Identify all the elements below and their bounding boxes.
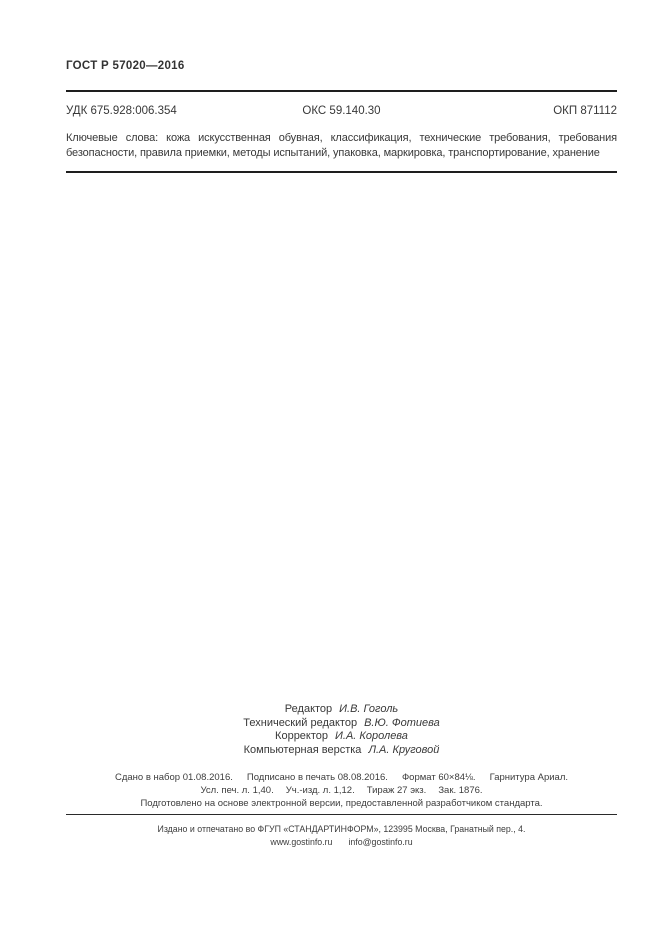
publisher-email: info@gostinfo.ru <box>348 837 413 847</box>
imprint-segment: Подписано в печать 08.08.2016. <box>246 772 388 783</box>
classification-row <box>66 105 617 118</box>
imprint-block <box>66 771 617 810</box>
credits-block <box>66 703 617 757</box>
credit-role: Редактор <box>284 703 333 715</box>
credit-name: Л.А. Круговой <box>368 743 440 756</box>
credit-role: Корректор <box>275 730 329 742</box>
imprint-line-1 <box>66 771 617 784</box>
header-rule <box>66 90 617 92</box>
imprint-note: Подготовлено на основе электронной версии, предоставленной разработчиком стандарта. <box>140 798 543 809</box>
credit-row-technical-editor <box>66 717 617 731</box>
publisher-block <box>66 823 617 849</box>
keywords-rule <box>66 171 617 173</box>
imprint-segment: Гарнитура Ариал. <box>489 772 569 783</box>
publisher-contacts <box>66 836 617 849</box>
okp-code: ОКП 871112 <box>553 105 618 117</box>
imprint-segment: Усл. печ. л. 1,40. <box>200 785 274 796</box>
imprint-line-2 <box>66 784 617 797</box>
keywords-paragraph: Ключевые слова: кожа искусственная обувная, классификация, технические требования, требования безопасности, правила приемки, методы испытаний, упаковка, маркировка, транспортирование, хранение <box>66 132 617 159</box>
footer-rule <box>66 814 617 815</box>
credit-row-editor <box>66 703 617 717</box>
colophon-block <box>66 703 617 849</box>
udk-code: УДК 675.928:006.354 <box>66 105 177 117</box>
publisher-address: Издано и отпечатано во ФГУП «СТАНДАРТИНФОРМ», 123995 Москва, Гранатный пер., 4. <box>157 824 526 834</box>
imprint-segment: Формат 60×84⅛. <box>401 772 476 783</box>
imprint-segment: Зак. 1876. <box>438 785 483 796</box>
standard-number: ГОСТ Р 57020—2016 <box>66 60 185 72</box>
imprint-segment: Сдано в набор 01.08.2016. <box>114 772 233 783</box>
credit-role: Компьютерная верстка <box>243 743 362 756</box>
credit-name: В.Ю. Фотиева <box>364 716 440 729</box>
credit-row-layout <box>66 744 617 758</box>
credit-row-proofreader <box>66 730 617 744</box>
credit-name: И.А. Королева <box>335 730 408 742</box>
imprint-segment: Тираж 27 экз. <box>366 785 427 796</box>
credit-name: И.В. Гоголь <box>339 703 399 715</box>
imprint-segment: Уч.-изд. л. 1,12. <box>285 785 355 796</box>
oks-code: ОКС 59.140.30 <box>302 105 381 117</box>
credit-role: Технический редактор <box>243 716 358 729</box>
publisher-website: www.gostinfo.ru <box>270 837 333 847</box>
